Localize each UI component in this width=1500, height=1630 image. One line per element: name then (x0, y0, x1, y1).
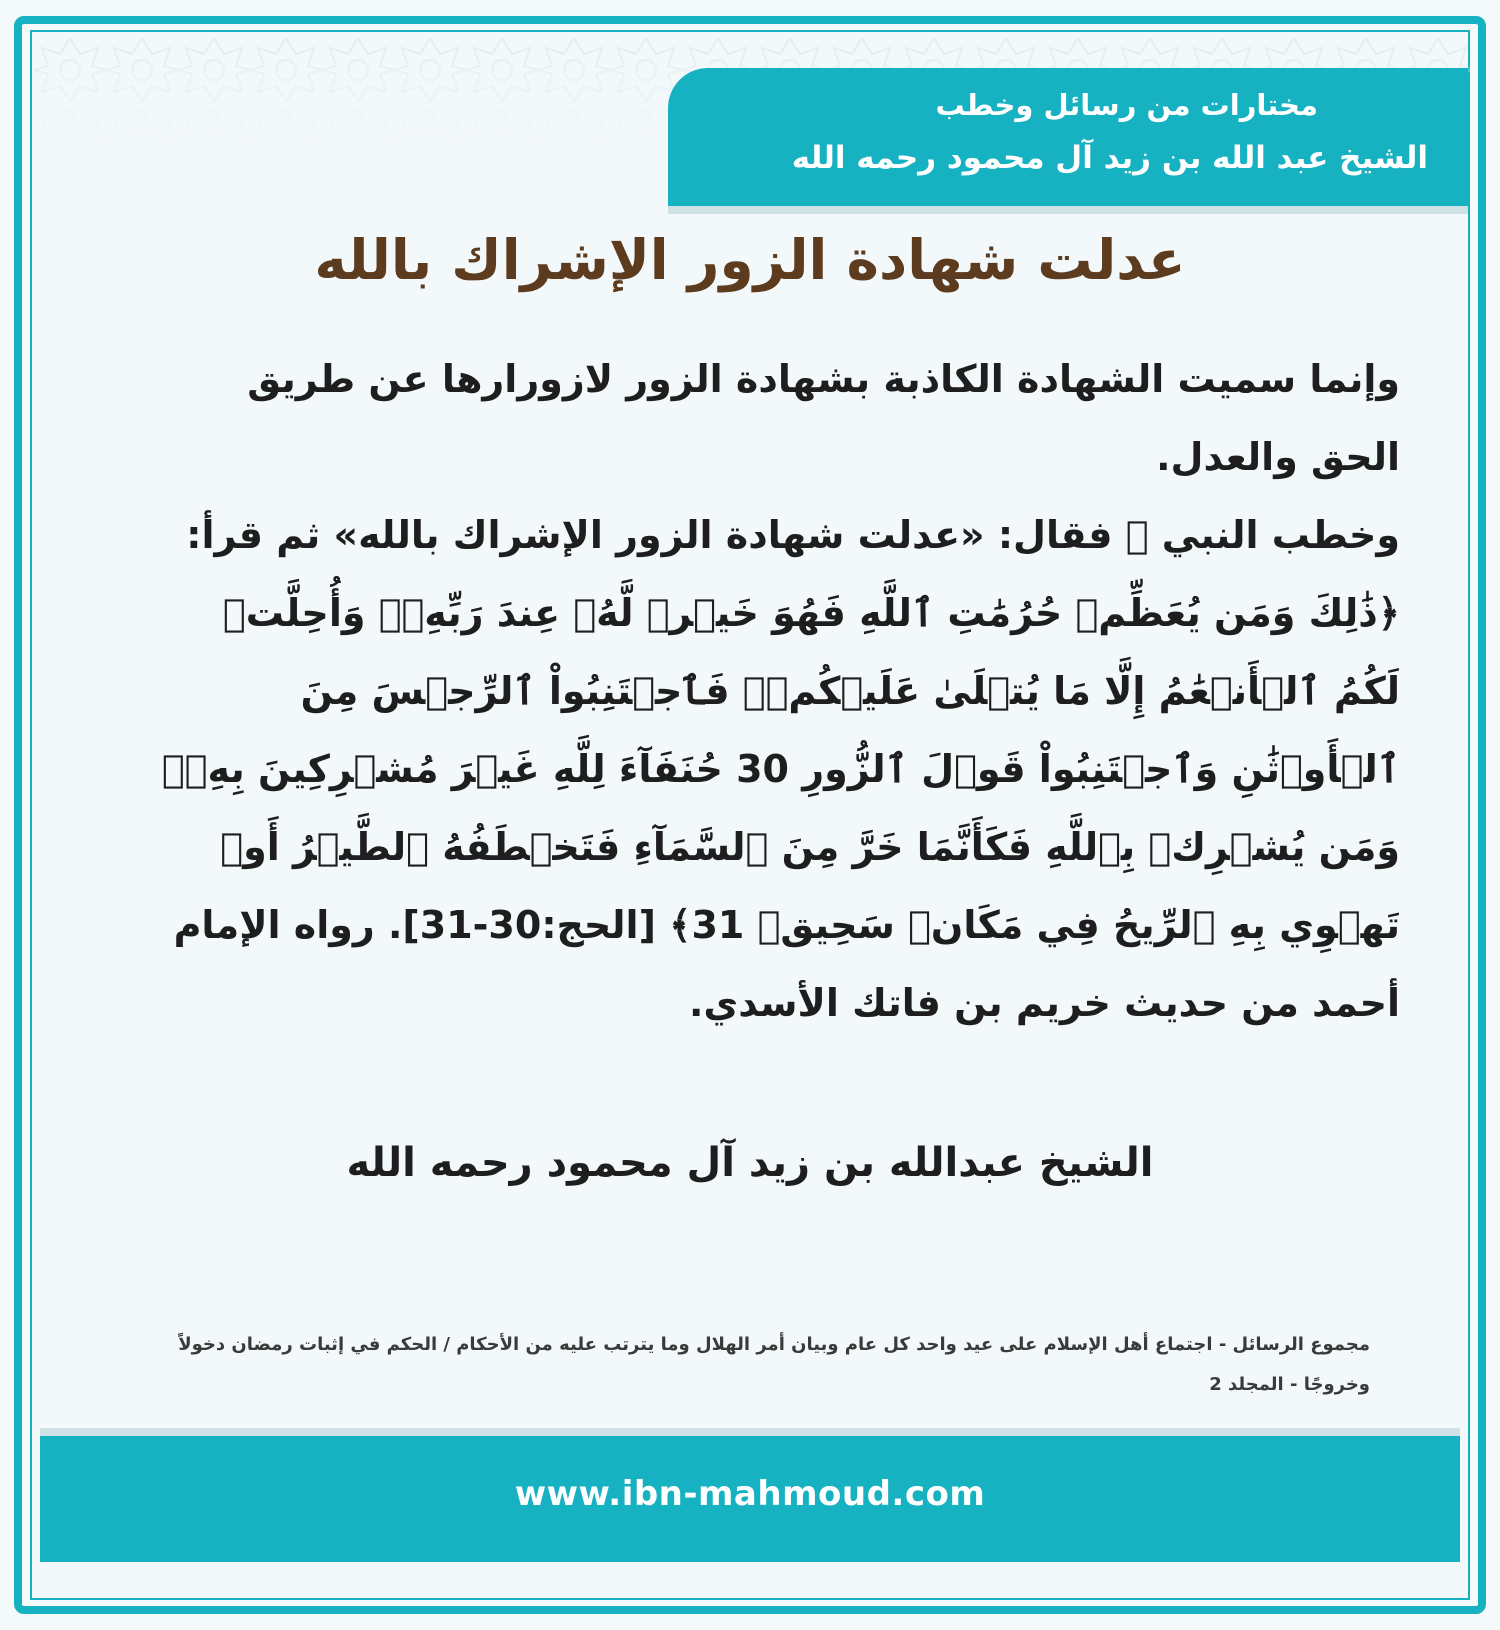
article-body (150, 340, 1400, 1042)
paragraph-intro: وإنما سميت الشهادة الكاذبة بشهادة الزور لازورارها عن طريق الحق والعدل. (247, 357, 1400, 479)
header-author-name: الشيخ عبد الله بن زيد آل محمود رحمه الله (791, 140, 1428, 176)
paragraph-hadith: وخطب النبي ﷺ فقال: «عدلت شهادة الزور الإشراك بالله» ثم قرأ: ﴿ذَٰلِكَ وَمَن يُعَظِّمۡ حُرُمَٰتِ ٱللَّهِ فَهُوَ خَيۡرٞ لَّهُۥ عِندَ رَبِّهِۦۗ وَأُحِلَّتۡ لَكُمُ ٱلۡأَنۡعَٰمُ إِلَّا مَا يُتۡلَىٰ عَلَيۡكُمۡۖ فَٱجۡتَنِبُواْ ٱلرِّجۡسَ مِنَ ٱلۡأَوۡثَٰنِ وَٱجۡتَنِبُواْ قَوۡلَ ٱلزُّورِ 30 حُنَفَآءَ لِلَّهِ غَيۡرَ مُشۡرِكِينَ بِهِۦۚ وَمَن يُشۡرِكۡ بِٱللَّهِ فَكَأَنَّمَا خَرَّ مِنَ ٱلسَّمَآءِ فَتَخۡطَفُهُ ٱلطَّيۡرُ أَوۡ تَهۡوِي بِهِ ٱلرِّيحُ فِي مَكَانٖ سَحِيقٖ 31﴾ [الحج:30-31]. رواه الإمام أحمد من حديث خريم بن فاتك الأسدي. (161, 513, 1400, 1025)
website-url[interactable]: www.ibn-mahmoud.com (514, 1474, 986, 1514)
author-signature: الشيخ عبدالله بن زيد آل محمود رحمه الله (346, 1140, 1154, 1186)
header-series-title: مختارات من رسائل وخطب (935, 88, 1318, 122)
source-citation: مجموع الرسائل - اجتماع أهل الإسلام على عيد واحد كل عام وبيان أمر الهلال وما يترتب عليه من الأحكام / الحكم في إثبات رمضان دخولاً وخروجًا - المجلد 2 (178, 1334, 1370, 1395)
header-banner (668, 68, 1468, 206)
footer-banner (40, 1436, 1460, 1562)
page-title: عدلت شهادة الزور الإشراك بالله (314, 228, 1186, 292)
